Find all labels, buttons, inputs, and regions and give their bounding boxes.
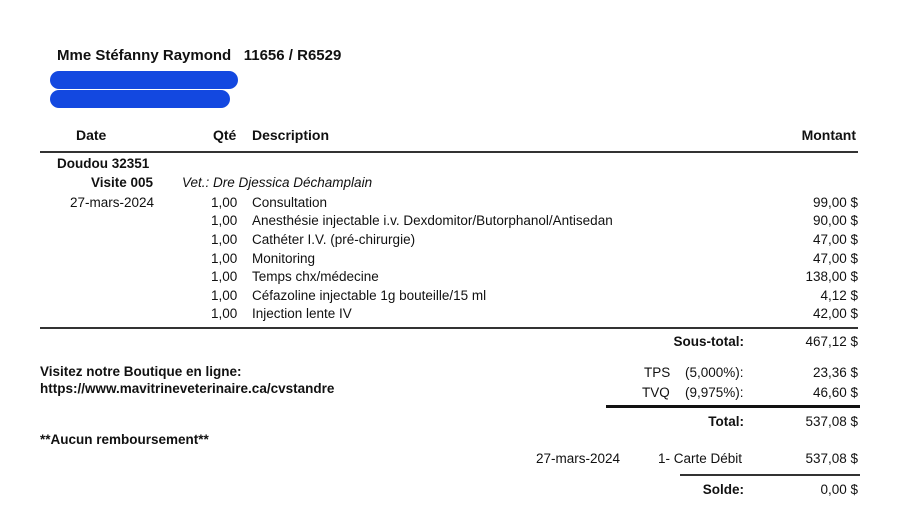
payment-amount: 537,08 $: [805, 451, 858, 466]
header-date: Date: [76, 127, 107, 143]
item-qty: 1,00: [211, 288, 238, 303]
item-amount: 42,00 $: [812, 306, 858, 321]
item-description: Temps chx/médecine: [252, 269, 379, 284]
tvq-label: TVQ: [642, 385, 670, 400]
header-amount: Montant: [801, 127, 856, 143]
no-refund-note: **Aucun remboursement**: [40, 432, 209, 447]
item-description: Cathéter I.V. (pré-chirurgie): [252, 232, 416, 247]
payment-method: 1- Carte Débit: [658, 451, 743, 466]
item-amount: 99,00 $: [812, 195, 858, 210]
item-description: Injection lente IV: [252, 306, 352, 321]
client-name-text: Mme Stéfanny Raymond: [57, 47, 232, 64]
subtotal-amount: 467,12 $: [805, 334, 858, 349]
total-label: Total:: [708, 414, 744, 429]
item-amount: 138,00 $: [805, 269, 858, 284]
item-qty: 1,00: [211, 232, 238, 247]
total-divider: [606, 405, 860, 408]
balance-amount: 0,00 $: [820, 482, 858, 497]
header-divider: [40, 151, 858, 153]
item-description: Monitoring: [252, 251, 316, 266]
vet-name: Vet.: Dre Djessica Déchamplain: [182, 175, 373, 190]
boutique-note: Visitez notre Boutique en ligne:: [40, 364, 242, 379]
item-qty: 1,00: [211, 306, 238, 321]
item-qty: 1,00: [211, 269, 238, 284]
item-qty: 1,00: [211, 213, 238, 228]
subtotal-label: Sous-total:: [673, 334, 744, 349]
tps-amount: 23,36 $: [812, 365, 858, 380]
redaction-bar: [50, 90, 230, 108]
item-qty: 1,00: [211, 195, 238, 210]
balance-divider: [680, 474, 860, 476]
item-amount: 4,12 $: [820, 288, 858, 303]
visit-date: 27-mars-2024: [70, 195, 155, 210]
payment-date: 27-mars-2024: [536, 451, 621, 466]
item-qty: 1,00: [211, 251, 238, 266]
visit-number: Visite 005: [91, 175, 154, 190]
balance-label: Solde:: [702, 482, 744, 497]
redaction-bar: [50, 71, 238, 89]
header-qty: Qté: [213, 127, 237, 143]
patient-name: Doudou 32351: [57, 156, 150, 171]
boutique-url: https://www.mavitrineveterinaire.ca/cvstandre: [40, 381, 335, 396]
item-amount: 47,00 $: [812, 251, 858, 266]
client-ref: 11656 / R6529: [243, 47, 342, 64]
item-description: Anesthésie injectable i.v. Dexdomitor/Butorphanol/Antisedan: [252, 213, 613, 228]
tps-rate: (5,000%):: [685, 365, 744, 380]
items-divider: [40, 327, 858, 329]
tvq-amount: 46,60 $: [812, 385, 858, 400]
client-name: [57, 47, 341, 64]
item-description: Consultation: [252, 195, 328, 210]
tps-label: TPS: [644, 365, 671, 380]
header-description: Description: [252, 127, 330, 143]
item-description: Céfazoline injectable 1g bouteille/15 ml: [252, 288, 487, 303]
total-amount: 537,08 $: [805, 414, 858, 429]
item-amount: 90,00 $: [812, 213, 858, 228]
item-amount: 47,00 $: [812, 232, 858, 247]
tvq-rate: (9,975%):: [685, 385, 744, 400]
